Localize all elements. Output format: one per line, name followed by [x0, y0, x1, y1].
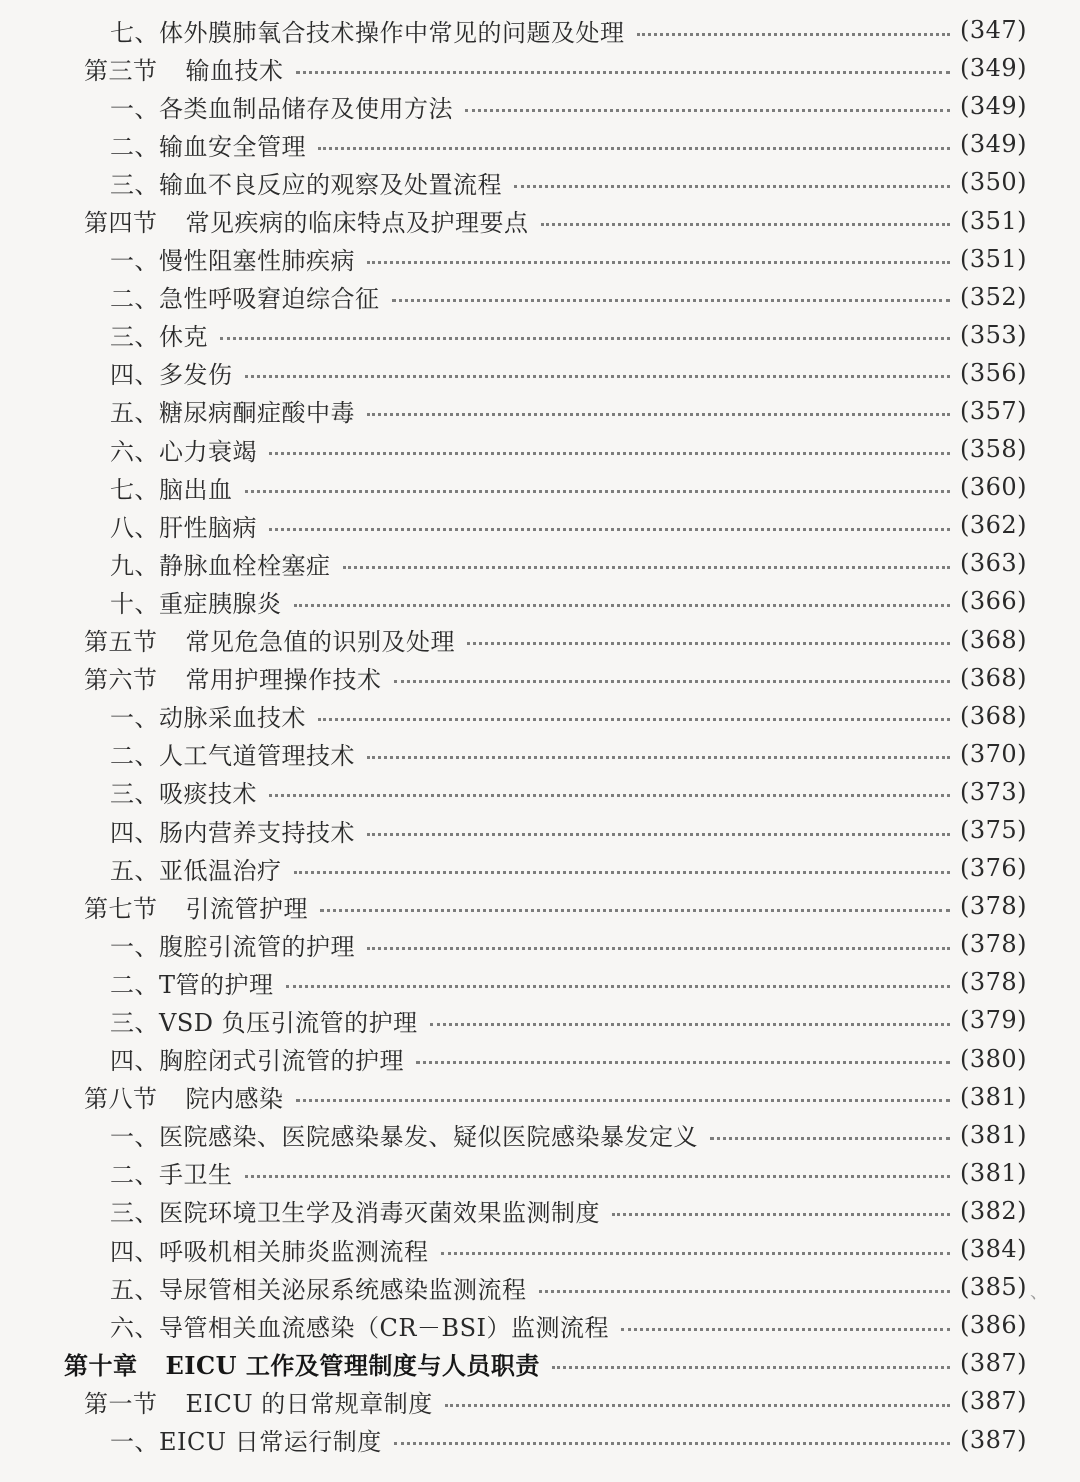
toc-entry-page: (380)	[960, 1044, 1028, 1073]
toc-entry-text: 一、慢性阻塞性肺疾病	[110, 247, 355, 276]
toc-entry-title	[110, 1155, 233, 1190]
toc-entry-text: 常见疾病的临床特点及护理要点	[185, 209, 529, 238]
toc-entry-text: 三、输血不良反应的观察及处置流程	[110, 170, 502, 199]
dot-leader	[539, 1266, 951, 1293]
toc-entry-item	[0, 582, 1080, 620]
toc-entry-page: (373)	[960, 777, 1028, 806]
dot-leader	[286, 961, 950, 988]
dot-leader	[294, 580, 951, 607]
toc-entry-page: (387)	[960, 1349, 1028, 1378]
toc-entry-item	[0, 963, 1080, 1001]
toc-entry-title	[84, 889, 308, 924]
toc-entry-title	[110, 927, 355, 962]
toc-entry-item	[0, 773, 1080, 811]
toc-entry-page: (368)	[960, 663, 1028, 692]
toc-entry-page: (357)	[960, 396, 1028, 425]
toc-entry-item	[0, 1230, 1080, 1268]
toc-entry-page: (368)	[960, 701, 1028, 730]
toc-entry-text: 六、心力衰竭	[110, 437, 257, 466]
dot-leader	[467, 618, 950, 645]
toc-entry-title	[110, 1422, 382, 1457]
dot-leader	[296, 1075, 951, 1102]
table-of-contents	[0, 11, 1080, 1459]
toc-entry-page: (360)	[960, 473, 1028, 502]
toc-entry-page: (381)	[960, 1082, 1028, 1111]
toc-entry-text: 五、糖尿病酮症酸中毒	[110, 399, 355, 428]
toc-entry-section	[0, 659, 1080, 697]
toc-entry-title	[110, 1041, 404, 1076]
toc-entry-text: EICU 工作及管理制度与人员职责	[165, 1350, 540, 1380]
dot-leader	[245, 466, 951, 493]
toc-entry-number: 第七节	[84, 894, 158, 923]
dot-leader	[367, 809, 950, 836]
toc-entry-title	[110, 470, 233, 505]
toc-entry-item	[0, 544, 1080, 582]
toc-entry-title	[84, 660, 382, 695]
toc-entry-page: (385)	[960, 1273, 1028, 1302]
toc-entry-title	[110, 508, 257, 543]
toc-entry-text: 五、导尿管相关泌尿系统感染监测流程	[110, 1275, 527, 1304]
toc-entry-number: 第六节	[84, 666, 158, 695]
dot-leader	[394, 656, 951, 683]
toc-entry-page: (352)	[960, 282, 1028, 311]
toc-entry-title	[110, 127, 306, 162]
toc-entry-page: (378)	[960, 968, 1028, 997]
toc-entry-section	[0, 621, 1080, 659]
toc-entry-title	[110, 546, 331, 581]
toc-entry-text: 四、肠内营养支持技术	[110, 818, 355, 847]
toc-entry-page: (356)	[960, 358, 1028, 387]
toc-entry-page: (347)	[960, 16, 1028, 45]
toc-entry-page: (381)	[960, 1120, 1028, 1149]
toc-entry-item	[0, 1306, 1080, 1344]
toc-entry-title	[110, 1003, 418, 1038]
toc-entry-item	[0, 278, 1080, 316]
toc-entry-item	[0, 354, 1080, 392]
toc-entry-title	[110, 736, 355, 771]
dot-leader	[445, 1380, 950, 1407]
toc-entry-item	[0, 1001, 1080, 1039]
toc-entry-item	[0, 240, 1080, 278]
dot-leader	[296, 47, 951, 74]
toc-entry-text: 输血技术	[185, 56, 284, 85]
toc-entry-title	[110, 851, 282, 886]
dot-leader	[269, 428, 950, 455]
toc-entry-page: (358)	[960, 435, 1028, 464]
toc-entry-text: 二、急性呼吸窘迫综合征	[110, 285, 380, 314]
dot-leader	[245, 351, 951, 378]
toc-entry-text: 二、输血安全管理	[110, 132, 306, 161]
toc-entry-page: (349)	[960, 54, 1028, 83]
toc-entry-page: (381)	[960, 1158, 1028, 1187]
toc-entry-text: 四、胸腔闭式引流管的护理	[110, 1047, 404, 1076]
toc-entry-item	[0, 316, 1080, 354]
toc-entry-text: 九、静脉血栓栓塞症	[110, 551, 331, 580]
dot-leader	[318, 123, 950, 150]
toc-entry-text: 三、医院环境卫生学及消毒灭菌效果监测制度	[110, 1199, 600, 1228]
dot-leader	[514, 161, 950, 188]
toc-entry-title	[110, 1270, 527, 1305]
dot-leader	[637, 9, 951, 36]
toc-entry-title	[110, 1193, 600, 1228]
dot-leader	[441, 1228, 951, 1255]
toc-entry-text: 七、体外膜肺氧合技术操作中常见的问题及处理	[110, 18, 625, 47]
toc-entry-text: 院内感染	[185, 1085, 284, 1114]
toc-entry-number: 第五节	[84, 628, 158, 657]
toc-entry-item	[0, 125, 1080, 163]
toc-entry-item	[0, 506, 1080, 544]
toc-entry-title	[110, 279, 380, 314]
toc-entry-title	[110, 1117, 698, 1152]
toc-entry-text: 二、手卫生	[110, 1161, 233, 1190]
toc-entry-page: (368)	[960, 625, 1028, 654]
toc-entry-item	[0, 925, 1080, 963]
toc-entry-section	[0, 201, 1080, 239]
toc-entry-number: 第十章	[64, 1350, 138, 1380]
toc-entry-text: 八、肝性脑病	[110, 513, 257, 542]
toc-entry-item	[0, 1268, 1080, 1306]
toc-entry-item	[0, 1040, 1080, 1078]
toc-entry-number: 第八节	[84, 1085, 158, 1114]
toc-entry-text: 引流管护理	[185, 894, 308, 923]
toc-entry-title	[64, 1346, 540, 1381]
toc-entry-title	[110, 13, 625, 48]
toc-entry-text: 六、导管相关血流感染（CR－BSI）监测流程	[110, 1313, 609, 1342]
dot-leader	[710, 1113, 950, 1140]
toc-entry-title	[110, 1232, 429, 1267]
dot-leader	[465, 85, 950, 112]
toc-entry-item	[0, 849, 1080, 887]
dot-leader	[367, 237, 950, 264]
toc-entry-page: (362)	[960, 511, 1028, 540]
toc-entry-title	[84, 1384, 433, 1419]
toc-entry-page: (378)	[960, 930, 1028, 959]
toc-entry-text: EICU 的日常规章制度	[185, 1389, 433, 1418]
toc-entry-text: 三、吸痰技术	[110, 780, 257, 809]
toc-entry-title	[110, 393, 355, 428]
toc-entry-title	[110, 584, 282, 619]
toc-entry-text: 二、T管的护理	[110, 970, 274, 999]
toc-entry-chapter	[0, 1344, 1080, 1382]
toc-entry-text: 三、休克	[110, 323, 208, 352]
toc-entry-title	[84, 1079, 284, 1114]
dot-leader	[541, 199, 951, 226]
toc-entry-page: (376)	[960, 854, 1028, 883]
toc-entry-page: (387)	[960, 1387, 1028, 1416]
toc-entry-title	[110, 165, 502, 200]
toc-entry-number: 第三节	[84, 56, 158, 85]
toc-entry-page: (351)	[960, 206, 1028, 235]
toc-entry-item	[0, 1116, 1080, 1154]
toc-entry-page: (379)	[960, 1006, 1028, 1035]
toc-entry-text: 二、人工气道管理技术	[110, 742, 355, 771]
toc-entry-page: (378)	[960, 892, 1028, 921]
toc-entry-page: (387)	[960, 1425, 1028, 1454]
toc-entry-text: 四、多发伤	[110, 361, 233, 390]
toc-entry-page: (375)	[960, 816, 1028, 845]
toc-entry-title	[110, 432, 257, 467]
dot-leader	[269, 504, 950, 531]
toc-entry-item	[0, 697, 1080, 735]
toc-entry-item	[0, 163, 1080, 201]
dot-leader	[621, 1304, 950, 1331]
dot-leader	[367, 389, 950, 416]
toc-entry-page: (366)	[960, 587, 1028, 616]
dot-leader	[220, 313, 950, 340]
toc-entry-number: 第四节	[84, 209, 158, 238]
toc-entry-page: (350)	[960, 168, 1028, 197]
dot-leader	[552, 1342, 950, 1369]
toc-entry-title	[110, 698, 306, 733]
toc-entry-page: (353)	[960, 320, 1028, 349]
toc-entry-item	[0, 735, 1080, 773]
toc-entry-text: 四、呼吸机相关肺炎监测流程	[110, 1237, 429, 1266]
dot-leader	[343, 542, 951, 569]
dot-leader	[269, 770, 950, 797]
toc-entry-text: 常用护理操作技术	[185, 666, 382, 695]
toc-entry-page: (363)	[960, 549, 1028, 578]
toc-entry-page: (351)	[960, 244, 1028, 273]
toc-entry-title	[84, 622, 455, 657]
toc-entry-text: 一、EICU 日常运行制度	[110, 1428, 382, 1457]
toc-entry-text: 一、医院感染、医院感染暴发、疑似医院感染暴发定义	[110, 1123, 698, 1152]
toc-entry-page: (384)	[960, 1235, 1028, 1264]
toc-entry-title	[110, 89, 453, 124]
toc-entry-text: 十、重症胰腺炎	[110, 589, 282, 618]
toc-entry-item	[0, 1420, 1080, 1458]
stray-mark: 、	[1030, 1282, 1048, 1303]
toc-entry-section	[0, 1078, 1080, 1116]
dot-leader	[612, 1189, 950, 1216]
dot-leader	[294, 847, 951, 874]
toc-entry-title	[110, 1308, 609, 1343]
dot-leader	[367, 732, 950, 759]
toc-entry-text: 七、脑出血	[110, 475, 233, 504]
toc-entry-page: (386)	[960, 1311, 1028, 1340]
toc-entry-text: 常见危急值的识别及处理	[185, 628, 455, 657]
toc-entry-item	[0, 1154, 1080, 1192]
toc-entry-title	[110, 317, 208, 352]
toc-entry-page: (349)	[960, 92, 1028, 121]
toc-entry-title	[110, 355, 233, 390]
toc-entry-item	[0, 392, 1080, 430]
toc-entry-title	[84, 51, 284, 86]
toc-entry-page: (370)	[960, 739, 1028, 768]
toc-entry-title	[84, 203, 529, 238]
toc-entry-text: 五、亚低温治疗	[110, 856, 282, 885]
toc-entry-section	[0, 49, 1080, 87]
toc-entry-item	[0, 430, 1080, 468]
toc-entry-page: (349)	[960, 130, 1028, 159]
dot-leader	[430, 999, 950, 1026]
dot-leader	[394, 1418, 950, 1445]
toc-entry-page: (382)	[960, 1196, 1028, 1225]
toc-entry-section	[0, 1382, 1080, 1420]
toc-entry-item	[0, 87, 1080, 125]
toc-entry-title	[110, 774, 257, 809]
toc-entry-title	[110, 965, 274, 1000]
toc-entry-item	[0, 1192, 1080, 1230]
toc-entry-item	[0, 811, 1080, 849]
toc-entry-item	[0, 11, 1080, 49]
toc-entry-title	[110, 241, 355, 276]
toc-entry-section	[0, 887, 1080, 925]
dot-leader	[416, 1037, 950, 1064]
toc-entry-number: 第一节	[84, 1389, 158, 1418]
dot-leader	[245, 1151, 951, 1178]
dot-leader	[318, 694, 950, 721]
dot-leader	[320, 885, 950, 912]
dot-leader	[392, 275, 951, 302]
toc-entry-text: 一、各类血制品储存及使用方法	[110, 94, 453, 123]
toc-entry-text: 一、动脉采血技术	[110, 704, 306, 733]
toc-entry-text: 一、腹腔引流管的护理	[110, 932, 355, 961]
toc-entry-item	[0, 468, 1080, 506]
dot-leader	[367, 923, 950, 950]
toc-entry-text: 三、VSD 负压引流管的护理	[110, 1008, 418, 1037]
toc-entry-title	[110, 813, 355, 848]
